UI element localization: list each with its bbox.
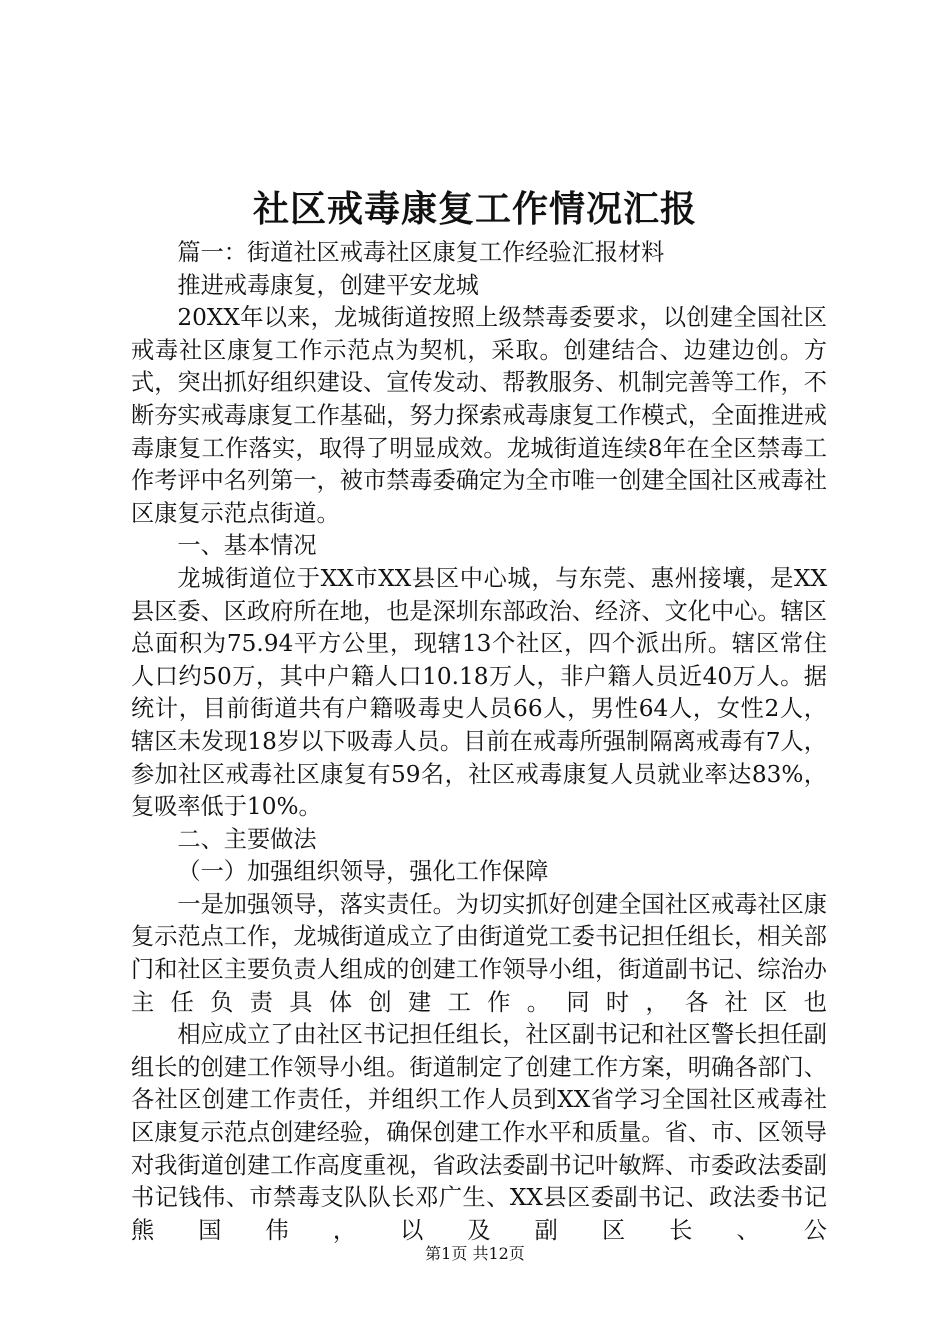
document-title: 社区戒毒康复工作情况汇报: [252, 188, 697, 230]
paragraph-basic-situation: 龙城街道位于XX市XX县区中心城，与东莞、惠州接壤，是XX县区委、区政府所在地，也是深圳东部政治、经济、文化中心。辖区总面积为75.94平方公里，现辖13个社区，四个派出所。辖区常住人口约50万，其中户籍人口10.18万人，非户籍人员近40万人。据统计，目前街道共有户籍吸毒史人员66人，男性64人，女性2人，辖区未发现18岁以下吸毒人员。目前在戒毒所强制隔离戒毒有7人，参加社区戒毒社区康复有59名，社区戒毒康复人员就业率达83%，复吸率低于10%。: [131, 564, 827, 821]
paragraph-leadership: 一是加强领导，落实责任。为切实抓好创建全国社区戒毒社区康复示范点工作，龙城街道成立了由街道党工委书记担任组长，相关部门和社区主要负责人组成的创建工作领导小组，街道副书记、综治办主任负责具体创建工作。同时，各社区也: [131, 890, 827, 1016]
subsection-heading-organization: （一）加强组织领导，强化工作保障: [177, 858, 549, 886]
paragraph-leadership-continued: 相应成立了由社区书记担任组长，社区副书记和社区警长担任副组长的创建工作领导小组。街道制定了创建工作方案，明确各部门、各社区创建工作责任，并组织工作人员到XX省学习全国社区戒毒社区康复示范点创建经验，确保创建工作水平和质量。省、市、区领导对我街道创建工作高度重视，省政法委副书记叶敏辉、市委政法委副书记钱伟、市禁毒支队队长邓广生、XX县区委副书记、政法委书记熊国伟，以及副区长、公: [131, 1021, 827, 1244]
page-number-footer: 第1页 共12页: [425, 1244, 525, 1263]
document-body: [131, 237, 827, 1247]
section-heading-article-one: 篇一：街道社区戒毒社区康复工作经验汇报材料: [177, 239, 665, 266]
section-heading-main-practices: 二、主要做法: [177, 825, 317, 853]
section-heading-basic-situation: 一、基本情况: [177, 532, 317, 560]
paragraph-intro: 20XX年以来，龙城街道按照上级禁毒委要求，以创建全国社区戒毒社区康复工作示范点为契机，采取。创建结合、边建边创。方式，突出抓好组织建设、宣传发动、帮教服务、机制完善等工作，不断夯实戒毒康复工作基础，努力探索戒毒康复工作模式，全面推进戒毒康复工作落实，取得了明显成效。龙城街道连续8年在全区禁毒工作考评中名列第一，被市禁毒委确定为全市唯一创建全国社区戒毒社区康复示范点街道。: [131, 304, 827, 527]
subtitle-line: 推进戒毒康复，创建平安龙城: [177, 271, 479, 299]
